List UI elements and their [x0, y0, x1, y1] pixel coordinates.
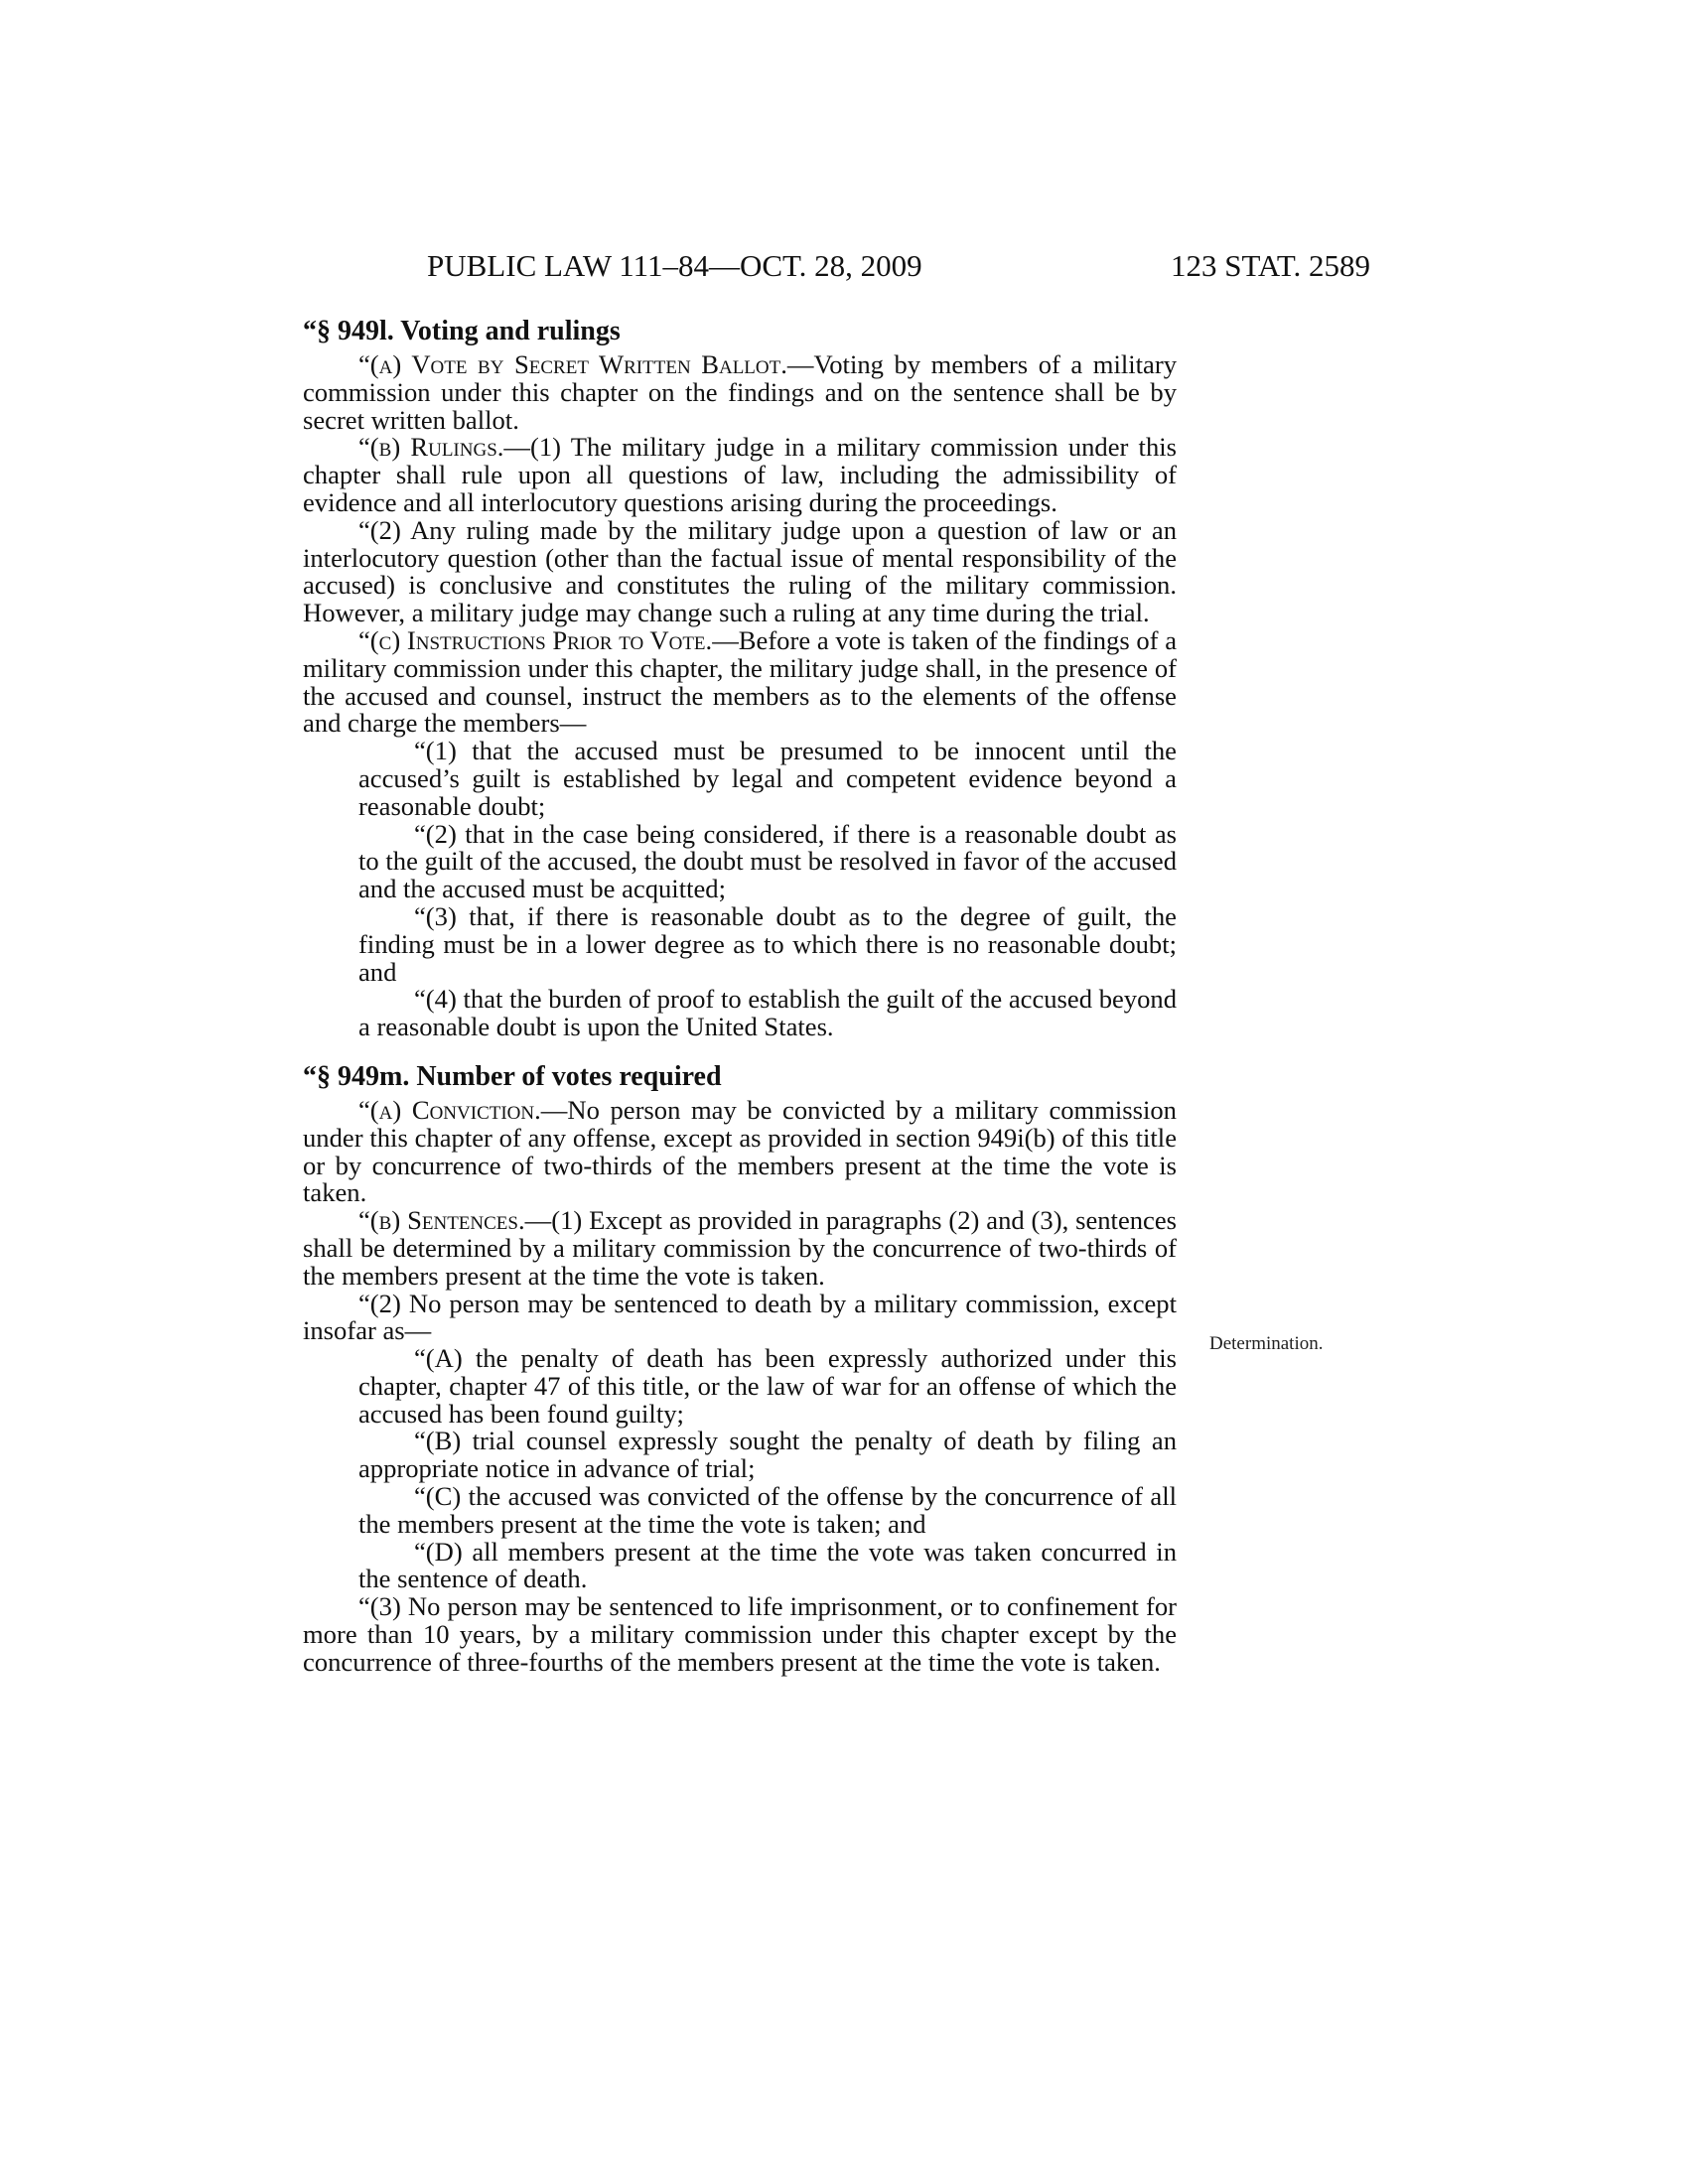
subsection-c-instructions: “(c) Instructions Prior to Vote.—Before a vote is taken of the findings of a military commission under this chapter, the military judge shall, in the presence of the accused and counsel, instruct the members as to the elements of the offense and charge the members— [303, 624, 1178, 739]
paragraph-bD: “(D) all members present at the time the vote was taken concurred in the sentence of death. [358, 1536, 1177, 1594]
statute-body [303, 316, 1177, 1677]
paragraph-b2: “(2) Any ruling made by the military judge upon a question of law or an interlocutory question (other than the factual issue of mental responsibility of the accused) is conclusive and constitutes the ruling of the military commission. However, a military judge may change such a ruling at any time during the trial. [303, 514, 1177, 628]
running-head-stat: 123 STAT. 2589 [1170, 248, 1370, 283]
paragraph-c4: “(4) that the burden of proof to establish the guilt of the accused beyond a reasonable doubt is upon the United States. [358, 984, 1177, 1042]
margin-note-determination: Determination. [1209, 1333, 1324, 1354]
running-head-title: PUBLIC LAW 111–84—OCT. 28, 2009 [427, 248, 922, 283]
subsection-b-rulings: “(b) Rulings.—(1) The military judge in a military commission under this chapter shall rule upon all questions of law, including the admissibility of evidence and all interlocutory questions arising during the proceedings. [303, 432, 1177, 517]
paragraph-c3: “(3) that, if there is reasonable doubt as to the degree of guilt, the finding must be in a lower degree as to which there is no reasonable doubt; and [358, 900, 1177, 987]
section-949l-heading: “§ 949l. Voting and rulings [303, 316, 621, 346]
paragraph-c2: “(2) that in the case being considered, if there is a reasonable doubt as to the guilt of the accused, the doubt must be resolved in favor of the accused and the accused must be acquitted; [358, 818, 1177, 904]
paragraph-b3: “(3) No person may be sentenced to life imprisonment, or to confinement for more than 10 years, by a military commission under this chapter except by the concurrence of three-fourths of the members present at the time the vote is taken. [303, 1591, 1177, 1677]
paragraph-b2-death: “(2) No person may be sentenced to death by a military commission, except insofar as— [303, 1288, 1177, 1346]
running-head [0, 248, 1688, 288]
subsection-a-conviction: “(a) Conviction.—No person may be convicted by a military commission under this chapter of any offense, except as provided in section 949i(b) of this title or by concurrence of two-thirds of the members present at the time the vote is taken. [303, 1094, 1177, 1208]
paragraph-c1: “(1) that the accused must be presumed to be innocent until the accused’s guilt is established by legal and competent evidence beyond a reasonable doubt; [358, 736, 1177, 821]
paragraph-bB: “(B) trial counsel expressly sought the penalty of death by filing an appropriate notice in advance of trial; [358, 1426, 1177, 1484]
paragraph-bA: “(A) the penalty of death has been expressly authorized under this chapter, chapter 47 of this title, or the law of war for an offense of which the accused has been found guilty; [358, 1343, 1177, 1429]
paragraph-bC: “(C) the accused was convicted of the offense by the concurrence of all the members present at the time the vote is taken; and [358, 1481, 1177, 1539]
section-949m-heading: “§ 949m. Number of votes required [303, 1060, 722, 1092]
subsection-b-sentences: “(b) Sentences.—(1) Except as provided in paragraphs (2) and (3), sentences shall be determined by a military commission by the concurrence of two-thirds of the members present at the time the vote is taken. [303, 1205, 1177, 1291]
subsection-a-vote: “(a) Vote by Secret Written Ballot.—Voting by members of a military commission under this chapter on the findings and on the sentence shall be by secret written ballot. [303, 349, 1177, 435]
